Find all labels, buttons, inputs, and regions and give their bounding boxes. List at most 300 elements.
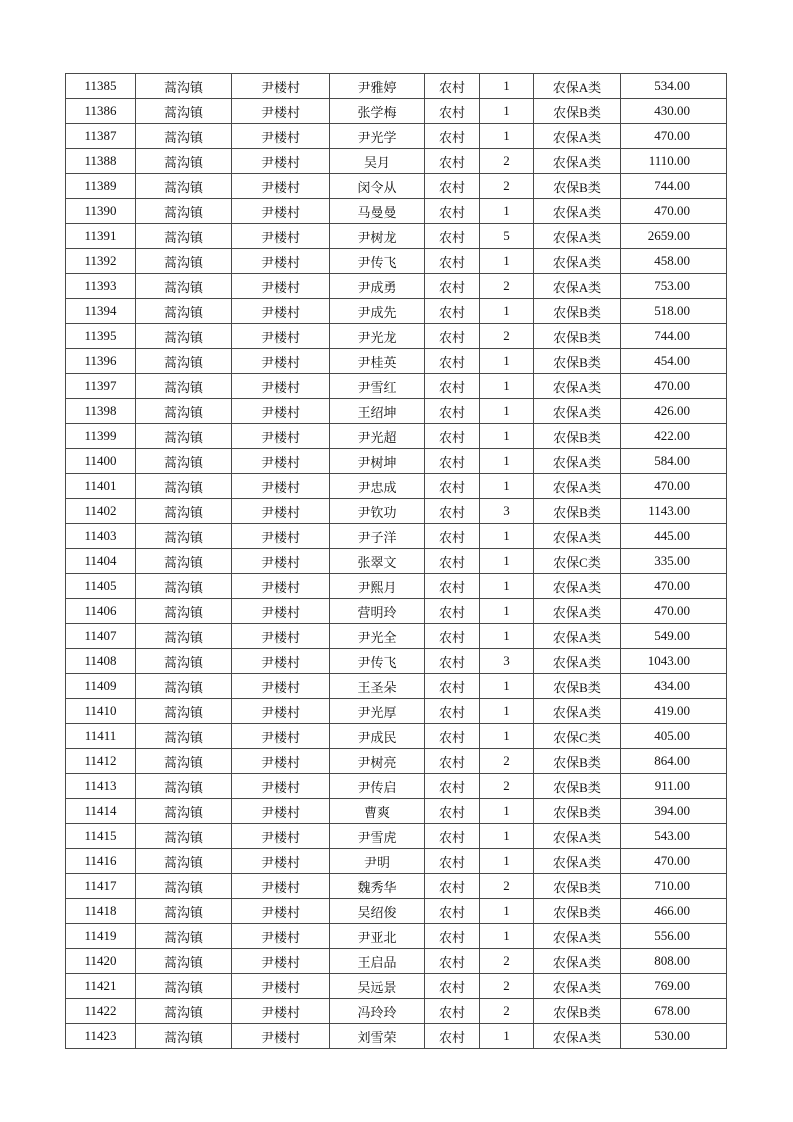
cell-category: 农保B类 bbox=[534, 874, 621, 899]
cell-town: 蒿沟镇 bbox=[136, 199, 232, 224]
cell-name: 尹树亮 bbox=[330, 749, 425, 774]
cell-town: 蒿沟镇 bbox=[136, 924, 232, 949]
cell-category: 农保B类 bbox=[534, 499, 621, 524]
cell-type: 农村 bbox=[425, 199, 480, 224]
cell-name: 曹爽 bbox=[330, 799, 425, 824]
cell-count: 1 bbox=[480, 574, 534, 599]
cell-town: 蒿沟镇 bbox=[136, 174, 232, 199]
cell-type: 农村 bbox=[425, 549, 480, 574]
cell-village: 尹楼村 bbox=[232, 574, 330, 599]
cell-id: 11407 bbox=[66, 624, 136, 649]
cell-amount: 534.00 bbox=[621, 74, 727, 99]
cell-town: 蒿沟镇 bbox=[136, 1024, 232, 1049]
cell-town: 蒿沟镇 bbox=[136, 749, 232, 774]
cell-village: 尹楼村 bbox=[232, 349, 330, 374]
cell-village: 尹楼村 bbox=[232, 274, 330, 299]
table-row bbox=[66, 474, 727, 499]
cell-name: 张学梅 bbox=[330, 99, 425, 124]
cell-name: 张翠文 bbox=[330, 549, 425, 574]
cell-name: 尹雪虎 bbox=[330, 824, 425, 849]
payment-table bbox=[65, 73, 727, 1049]
cell-town: 蒿沟镇 bbox=[136, 774, 232, 799]
cell-count: 1 bbox=[480, 674, 534, 699]
payment-table-body bbox=[66, 74, 727, 1049]
cell-type: 农村 bbox=[425, 274, 480, 299]
cell-village: 尹楼村 bbox=[232, 1024, 330, 1049]
cell-id: 11408 bbox=[66, 649, 136, 674]
cell-type: 农村 bbox=[425, 249, 480, 274]
table-row bbox=[66, 799, 727, 824]
cell-town: 蒿沟镇 bbox=[136, 324, 232, 349]
table-row bbox=[66, 949, 727, 974]
table-row bbox=[66, 249, 727, 274]
cell-category: 农保A类 bbox=[534, 974, 621, 999]
cell-name: 吴月 bbox=[330, 149, 425, 174]
cell-type: 农村 bbox=[425, 699, 480, 724]
cell-village: 尹楼村 bbox=[232, 999, 330, 1024]
cell-count: 2 bbox=[480, 874, 534, 899]
cell-count: 1 bbox=[480, 249, 534, 274]
cell-amount: 445.00 bbox=[621, 524, 727, 549]
cell-category: 农保A类 bbox=[534, 374, 621, 399]
cell-type: 农村 bbox=[425, 999, 480, 1024]
cell-amount: 405.00 bbox=[621, 724, 727, 749]
cell-town: 蒿沟镇 bbox=[136, 974, 232, 999]
cell-count: 1 bbox=[480, 549, 534, 574]
cell-village: 尹楼村 bbox=[232, 399, 330, 424]
cell-name: 尹雅婷 bbox=[330, 74, 425, 99]
cell-category: 农保B类 bbox=[534, 774, 621, 799]
cell-town: 蒿沟镇 bbox=[136, 274, 232, 299]
cell-type: 农村 bbox=[425, 574, 480, 599]
cell-village: 尹楼村 bbox=[232, 824, 330, 849]
cell-type: 农村 bbox=[425, 424, 480, 449]
cell-village: 尹楼村 bbox=[232, 599, 330, 624]
cell-count: 1 bbox=[480, 624, 534, 649]
cell-id: 11394 bbox=[66, 299, 136, 324]
cell-type: 农村 bbox=[425, 824, 480, 849]
table-row bbox=[66, 274, 727, 299]
cell-amount: 710.00 bbox=[621, 874, 727, 899]
cell-village: 尹楼村 bbox=[232, 724, 330, 749]
table-row bbox=[66, 649, 727, 674]
cell-category: 农保A类 bbox=[534, 199, 621, 224]
cell-town: 蒿沟镇 bbox=[136, 649, 232, 674]
cell-id: 11415 bbox=[66, 824, 136, 849]
cell-village: 尹楼村 bbox=[232, 874, 330, 899]
cell-village: 尹楼村 bbox=[232, 74, 330, 99]
cell-name: 马曼曼 bbox=[330, 199, 425, 224]
cell-id: 11395 bbox=[66, 324, 136, 349]
table-row bbox=[66, 974, 727, 999]
cell-town: 蒿沟镇 bbox=[136, 674, 232, 699]
cell-type: 农村 bbox=[425, 224, 480, 249]
table-row bbox=[66, 524, 727, 549]
cell-id: 11423 bbox=[66, 1024, 136, 1049]
cell-village: 尹楼村 bbox=[232, 224, 330, 249]
cell-type: 农村 bbox=[425, 74, 480, 99]
cell-village: 尹楼村 bbox=[232, 374, 330, 399]
cell-name: 冯玲玲 bbox=[330, 999, 425, 1024]
cell-name: 尹子洋 bbox=[330, 524, 425, 549]
cell-category: 农保A类 bbox=[534, 474, 621, 499]
cell-amount: 543.00 bbox=[621, 824, 727, 849]
cell-name: 尹光龙 bbox=[330, 324, 425, 349]
cell-town: 蒿沟镇 bbox=[136, 999, 232, 1024]
cell-count: 2 bbox=[480, 274, 534, 299]
table-row bbox=[66, 874, 727, 899]
cell-count: 1 bbox=[480, 374, 534, 399]
cell-category: 农保B类 bbox=[534, 349, 621, 374]
cell-category: 农保A类 bbox=[534, 149, 621, 174]
cell-id: 11401 bbox=[66, 474, 136, 499]
cell-count: 1 bbox=[480, 899, 534, 924]
table-row bbox=[66, 99, 727, 124]
cell-name: 魏秀华 bbox=[330, 874, 425, 899]
cell-category: 农保B类 bbox=[534, 424, 621, 449]
cell-name: 尹钦功 bbox=[330, 499, 425, 524]
table-row bbox=[66, 924, 727, 949]
cell-category: 农保A类 bbox=[534, 524, 621, 549]
cell-category: 农保A类 bbox=[534, 1024, 621, 1049]
cell-amount: 394.00 bbox=[621, 799, 727, 824]
cell-id: 11400 bbox=[66, 449, 136, 474]
cell-town: 蒿沟镇 bbox=[136, 899, 232, 924]
cell-village: 尹楼村 bbox=[232, 249, 330, 274]
cell-id: 11411 bbox=[66, 724, 136, 749]
cell-id: 11388 bbox=[66, 149, 136, 174]
cell-category: 农保A类 bbox=[534, 599, 621, 624]
cell-category: 农保C类 bbox=[534, 549, 621, 574]
cell-category: 农保A类 bbox=[534, 124, 621, 149]
cell-amount: 335.00 bbox=[621, 549, 727, 574]
cell-amount: 470.00 bbox=[621, 599, 727, 624]
cell-village: 尹楼村 bbox=[232, 674, 330, 699]
cell-amount: 470.00 bbox=[621, 199, 727, 224]
cell-amount: 1110.00 bbox=[621, 149, 727, 174]
cell-type: 农村 bbox=[425, 974, 480, 999]
cell-category: 农保A类 bbox=[534, 449, 621, 474]
cell-category: 农保B类 bbox=[534, 674, 621, 699]
cell-village: 尹楼村 bbox=[232, 699, 330, 724]
cell-town: 蒿沟镇 bbox=[136, 849, 232, 874]
cell-category: 农保A类 bbox=[534, 74, 621, 99]
cell-name: 尹雪红 bbox=[330, 374, 425, 399]
cell-type: 农村 bbox=[425, 399, 480, 424]
cell-count: 1 bbox=[480, 124, 534, 149]
cell-id: 11418 bbox=[66, 899, 136, 924]
cell-id: 11414 bbox=[66, 799, 136, 824]
cell-type: 农村 bbox=[425, 324, 480, 349]
cell-category: 农保B类 bbox=[534, 174, 621, 199]
cell-id: 11406 bbox=[66, 599, 136, 624]
cell-id: 11422 bbox=[66, 999, 136, 1024]
cell-id: 11392 bbox=[66, 249, 136, 274]
cell-town: 蒿沟镇 bbox=[136, 74, 232, 99]
table-row bbox=[66, 199, 727, 224]
cell-amount: 678.00 bbox=[621, 999, 727, 1024]
cell-name: 尹光学 bbox=[330, 124, 425, 149]
cell-village: 尹楼村 bbox=[232, 424, 330, 449]
cell-count: 2 bbox=[480, 174, 534, 199]
cell-name: 尹光厚 bbox=[330, 699, 425, 724]
table-row bbox=[66, 399, 727, 424]
cell-id: 11412 bbox=[66, 749, 136, 774]
cell-amount: 864.00 bbox=[621, 749, 727, 774]
cell-count: 1 bbox=[480, 399, 534, 424]
cell-village: 尹楼村 bbox=[232, 499, 330, 524]
cell-amount: 753.00 bbox=[621, 274, 727, 299]
cell-amount: 466.00 bbox=[621, 899, 727, 924]
cell-category: 农保B类 bbox=[534, 999, 621, 1024]
cell-amount: 470.00 bbox=[621, 474, 727, 499]
cell-name: 尹成勇 bbox=[330, 274, 425, 299]
cell-name: 吴远景 bbox=[330, 974, 425, 999]
cell-amount: 556.00 bbox=[621, 924, 727, 949]
table-row bbox=[66, 324, 727, 349]
cell-count: 1 bbox=[480, 424, 534, 449]
cell-count: 1 bbox=[480, 199, 534, 224]
cell-type: 农村 bbox=[425, 124, 480, 149]
cell-town: 蒿沟镇 bbox=[136, 249, 232, 274]
cell-id: 11397 bbox=[66, 374, 136, 399]
cell-name: 尹亚北 bbox=[330, 924, 425, 949]
cell-id: 11398 bbox=[66, 399, 136, 424]
cell-town: 蒿沟镇 bbox=[136, 874, 232, 899]
table-row bbox=[66, 449, 727, 474]
cell-name: 尹光全 bbox=[330, 624, 425, 649]
cell-id: 11391 bbox=[66, 224, 136, 249]
cell-town: 蒿沟镇 bbox=[136, 724, 232, 749]
cell-town: 蒿沟镇 bbox=[136, 349, 232, 374]
cell-category: 农保B类 bbox=[534, 899, 621, 924]
cell-amount: 911.00 bbox=[621, 774, 727, 799]
cell-name: 王圣朵 bbox=[330, 674, 425, 699]
cell-category: 农保A类 bbox=[534, 399, 621, 424]
cell-town: 蒿沟镇 bbox=[136, 574, 232, 599]
cell-amount: 419.00 bbox=[621, 699, 727, 724]
cell-town: 蒿沟镇 bbox=[136, 449, 232, 474]
cell-count: 2 bbox=[480, 999, 534, 1024]
cell-type: 农村 bbox=[425, 849, 480, 874]
cell-type: 农村 bbox=[425, 149, 480, 174]
cell-town: 蒿沟镇 bbox=[136, 624, 232, 649]
table-row bbox=[66, 149, 727, 174]
table-row bbox=[66, 774, 727, 799]
cell-name: 尹树坤 bbox=[330, 449, 425, 474]
cell-count: 1 bbox=[480, 99, 534, 124]
cell-village: 尹楼村 bbox=[232, 174, 330, 199]
cell-amount: 470.00 bbox=[621, 124, 727, 149]
table-row bbox=[66, 674, 727, 699]
cell-town: 蒿沟镇 bbox=[136, 99, 232, 124]
cell-town: 蒿沟镇 bbox=[136, 474, 232, 499]
table-row bbox=[66, 424, 727, 449]
cell-id: 11387 bbox=[66, 124, 136, 149]
cell-type: 农村 bbox=[425, 349, 480, 374]
cell-category: 农保C类 bbox=[534, 724, 621, 749]
cell-type: 农村 bbox=[425, 924, 480, 949]
cell-amount: 458.00 bbox=[621, 249, 727, 274]
cell-village: 尹楼村 bbox=[232, 974, 330, 999]
cell-type: 农村 bbox=[425, 774, 480, 799]
cell-name: 尹传飞 bbox=[330, 649, 425, 674]
cell-count: 3 bbox=[480, 649, 534, 674]
table-row bbox=[66, 699, 727, 724]
cell-id: 11386 bbox=[66, 99, 136, 124]
cell-amount: 2659.00 bbox=[621, 224, 727, 249]
cell-village: 尹楼村 bbox=[232, 549, 330, 574]
cell-town: 蒿沟镇 bbox=[136, 799, 232, 824]
cell-village: 尹楼村 bbox=[232, 749, 330, 774]
cell-village: 尹楼村 bbox=[232, 474, 330, 499]
cell-amount: 744.00 bbox=[621, 174, 727, 199]
cell-count: 1 bbox=[480, 599, 534, 624]
cell-town: 蒿沟镇 bbox=[136, 124, 232, 149]
cell-count: 2 bbox=[480, 949, 534, 974]
table-row bbox=[66, 374, 727, 399]
cell-name: 尹忠成 bbox=[330, 474, 425, 499]
cell-town: 蒿沟镇 bbox=[136, 949, 232, 974]
cell-count: 1 bbox=[480, 524, 534, 549]
cell-id: 11399 bbox=[66, 424, 136, 449]
cell-count: 1 bbox=[480, 924, 534, 949]
cell-type: 农村 bbox=[425, 749, 480, 774]
cell-id: 11410 bbox=[66, 699, 136, 724]
cell-amount: 1043.00 bbox=[621, 649, 727, 674]
cell-id: 11403 bbox=[66, 524, 136, 549]
cell-count: 5 bbox=[480, 224, 534, 249]
cell-category: 农保B类 bbox=[534, 324, 621, 349]
cell-category: 农保A类 bbox=[534, 249, 621, 274]
cell-count: 2 bbox=[480, 149, 534, 174]
cell-id: 11405 bbox=[66, 574, 136, 599]
cell-type: 农村 bbox=[425, 649, 480, 674]
cell-type: 农村 bbox=[425, 874, 480, 899]
cell-name: 尹桂英 bbox=[330, 349, 425, 374]
table-row bbox=[66, 299, 727, 324]
cell-amount: 426.00 bbox=[621, 399, 727, 424]
cell-category: 农保A类 bbox=[534, 849, 621, 874]
cell-town: 蒿沟镇 bbox=[136, 499, 232, 524]
cell-category: 农保A类 bbox=[534, 224, 621, 249]
cell-id: 11402 bbox=[66, 499, 136, 524]
cell-town: 蒿沟镇 bbox=[136, 399, 232, 424]
cell-count: 1 bbox=[480, 349, 534, 374]
cell-category: 农保A类 bbox=[534, 949, 621, 974]
cell-name: 尹传飞 bbox=[330, 249, 425, 274]
cell-count: 1 bbox=[480, 724, 534, 749]
cell-amount: 584.00 bbox=[621, 449, 727, 474]
cell-name: 营明玲 bbox=[330, 599, 425, 624]
cell-name: 尹成民 bbox=[330, 724, 425, 749]
cell-type: 农村 bbox=[425, 299, 480, 324]
cell-type: 农村 bbox=[425, 624, 480, 649]
cell-amount: 744.00 bbox=[621, 324, 727, 349]
cell-count: 1 bbox=[480, 474, 534, 499]
cell-village: 尹楼村 bbox=[232, 624, 330, 649]
cell-count: 2 bbox=[480, 324, 534, 349]
cell-name: 尹明 bbox=[330, 849, 425, 874]
cell-amount: 454.00 bbox=[621, 349, 727, 374]
cell-town: 蒿沟镇 bbox=[136, 224, 232, 249]
table-row bbox=[66, 899, 727, 924]
cell-id: 11385 bbox=[66, 74, 136, 99]
table-row bbox=[66, 574, 727, 599]
cell-name: 尹树龙 bbox=[330, 224, 425, 249]
cell-village: 尹楼村 bbox=[232, 524, 330, 549]
cell-id: 11393 bbox=[66, 274, 136, 299]
table-row bbox=[66, 124, 727, 149]
cell-village: 尹楼村 bbox=[232, 324, 330, 349]
cell-name: 尹光超 bbox=[330, 424, 425, 449]
cell-amount: 434.00 bbox=[621, 674, 727, 699]
cell-name: 刘雪荣 bbox=[330, 1024, 425, 1049]
cell-count: 1 bbox=[480, 799, 534, 824]
cell-town: 蒿沟镇 bbox=[136, 424, 232, 449]
table-row bbox=[66, 599, 727, 624]
cell-name: 王绍坤 bbox=[330, 399, 425, 424]
cell-count: 1 bbox=[480, 449, 534, 474]
cell-village: 尹楼村 bbox=[232, 449, 330, 474]
cell-village: 尹楼村 bbox=[232, 649, 330, 674]
cell-id: 11419 bbox=[66, 924, 136, 949]
cell-type: 农村 bbox=[425, 724, 480, 749]
cell-amount: 549.00 bbox=[621, 624, 727, 649]
cell-id: 11404 bbox=[66, 549, 136, 574]
cell-amount: 518.00 bbox=[621, 299, 727, 324]
cell-type: 农村 bbox=[425, 1024, 480, 1049]
cell-town: 蒿沟镇 bbox=[136, 599, 232, 624]
table-row bbox=[66, 349, 727, 374]
cell-village: 尹楼村 bbox=[232, 299, 330, 324]
cell-village: 尹楼村 bbox=[232, 199, 330, 224]
cell-category: 农保B类 bbox=[534, 749, 621, 774]
cell-amount: 422.00 bbox=[621, 424, 727, 449]
cell-village: 尹楼村 bbox=[232, 924, 330, 949]
cell-category: 农保B类 bbox=[534, 99, 621, 124]
cell-village: 尹楼村 bbox=[232, 149, 330, 174]
cell-type: 农村 bbox=[425, 499, 480, 524]
table-row bbox=[66, 1024, 727, 1049]
cell-amount: 430.00 bbox=[621, 99, 727, 124]
cell-amount: 1143.00 bbox=[621, 499, 727, 524]
cell-count: 1 bbox=[480, 699, 534, 724]
table-row bbox=[66, 624, 727, 649]
cell-category: 农保A类 bbox=[534, 624, 621, 649]
cell-id: 11409 bbox=[66, 674, 136, 699]
cell-amount: 470.00 bbox=[621, 574, 727, 599]
cell-id: 11421 bbox=[66, 974, 136, 999]
cell-count: 1 bbox=[480, 824, 534, 849]
cell-name: 尹熙月 bbox=[330, 574, 425, 599]
cell-amount: 808.00 bbox=[621, 949, 727, 974]
cell-id: 11417 bbox=[66, 874, 136, 899]
cell-village: 尹楼村 bbox=[232, 899, 330, 924]
cell-count: 1 bbox=[480, 74, 534, 99]
table-row bbox=[66, 549, 727, 574]
cell-name: 尹成先 bbox=[330, 299, 425, 324]
cell-category: 农保A类 bbox=[534, 924, 621, 949]
cell-name: 吴绍俊 bbox=[330, 899, 425, 924]
cell-type: 农村 bbox=[425, 449, 480, 474]
cell-name: 闵令从 bbox=[330, 174, 425, 199]
cell-amount: 530.00 bbox=[621, 1024, 727, 1049]
cell-type: 农村 bbox=[425, 599, 480, 624]
cell-id: 11396 bbox=[66, 349, 136, 374]
cell-count: 2 bbox=[480, 749, 534, 774]
cell-village: 尹楼村 bbox=[232, 849, 330, 874]
